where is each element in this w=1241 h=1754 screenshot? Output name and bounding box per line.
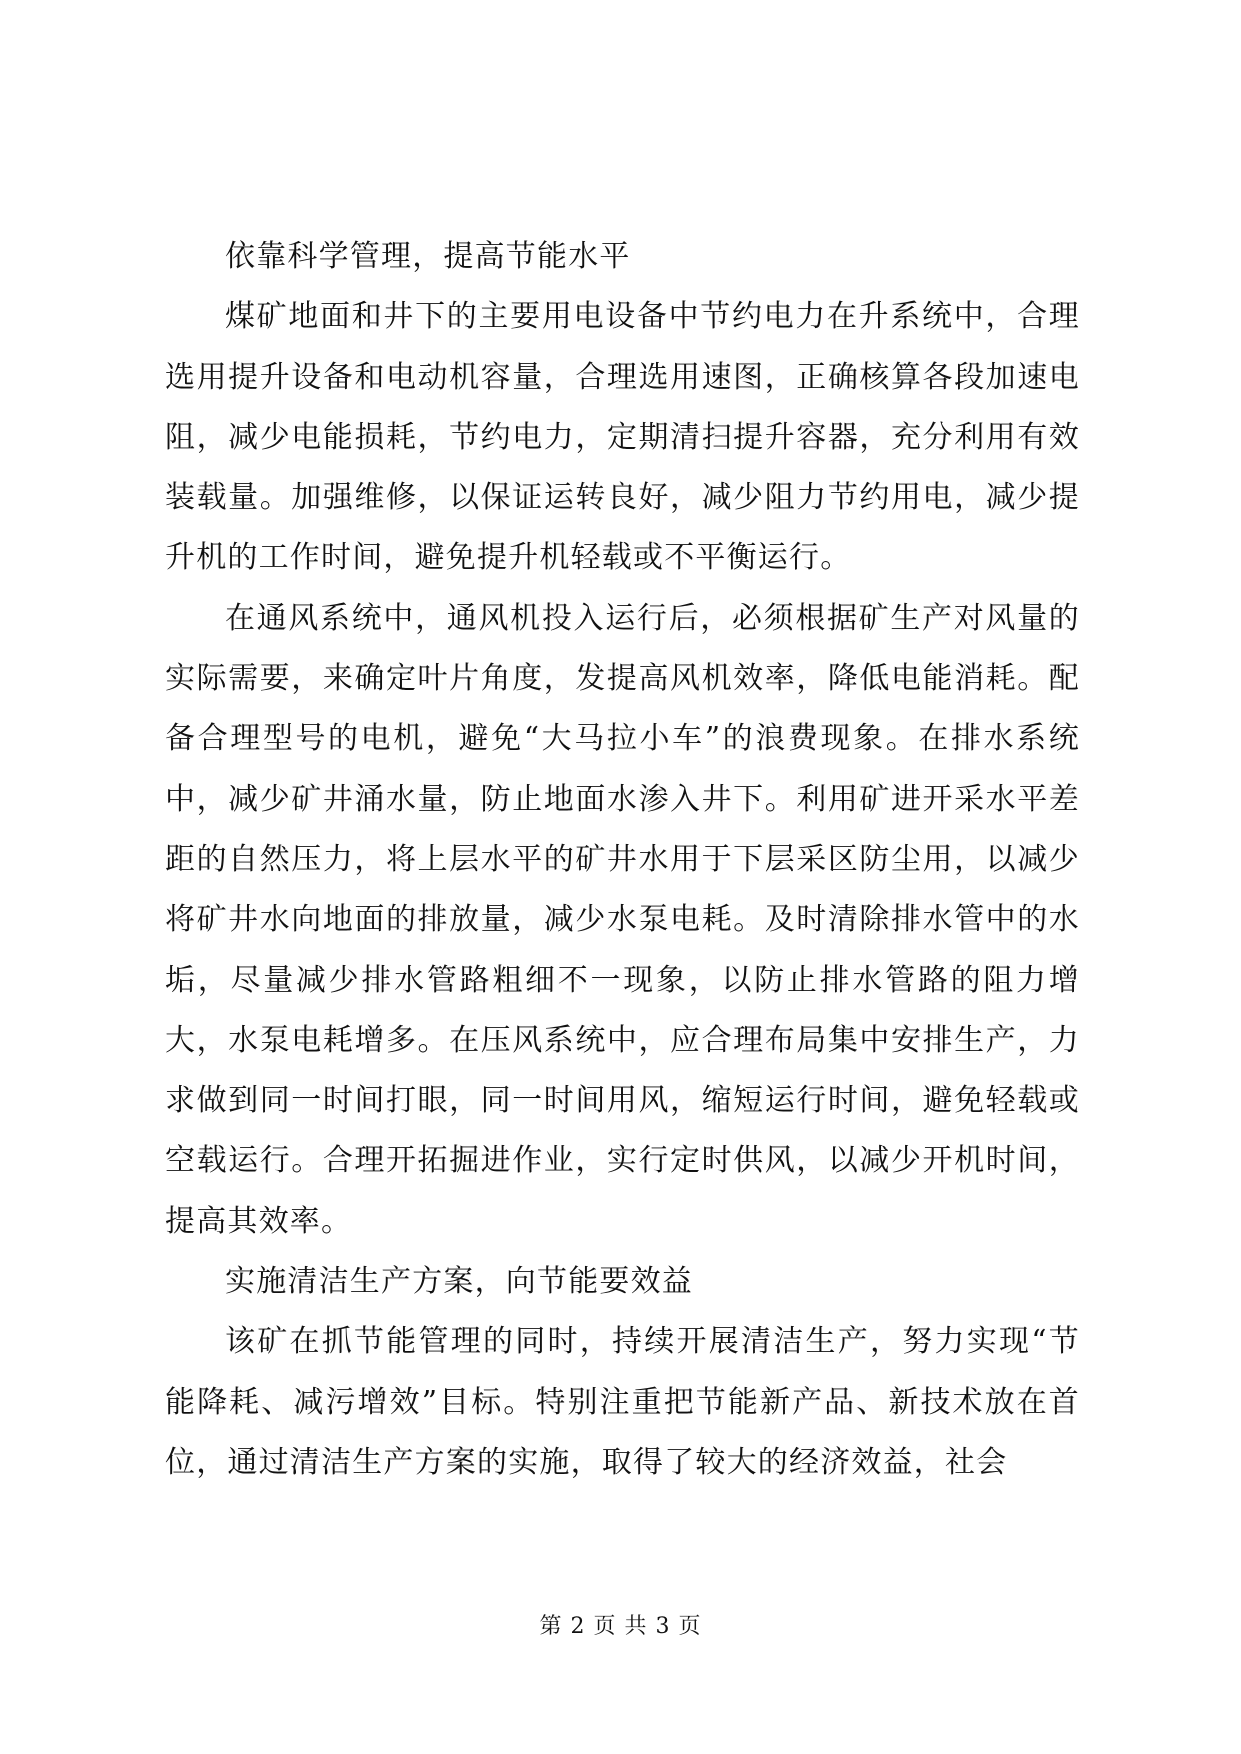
section-heading-clean-production: 实施清洁生产方案，向节能要效益 <box>225 1264 693 1300</box>
page-footer: 第 2 页 共 3 页 <box>539 1614 702 1639</box>
paragraph-hoist-system: 煤矿地面和井下的主要用电设备中节约电力在升系统中，合理选用提升设备和电动机容量，合理选用速图，正确核算各段加速电阻，减少电能损耗，节约电力，定期清扫提升容器，充分利用有效装载量。加强维修，以保证运转良好，减少阻力节约用电，减少提升机的工作时间，避免提升机轻载或不平衡运行。 <box>165 299 1080 576</box>
paragraph-clean-production: 该矿在抓节能管理的同时，持续开展清洁生产，努力实现“节能降耗、减污增效”目标。特别注重把节能新产品、新技术放在首位，通过清洁生产方案的实施，取得了较大的经济效益，社会 <box>165 1324 1080 1480</box>
document-body <box>165 227 1080 1493</box>
paragraph-ventilation-drainage-air: 在通风系统中，通风机投入运行后，必须根据矿生产对风量的实际需要，来确定叶片角度，发提高风机效率，降低电能消耗。配备合理型号的电机，避免“大马拉小车”的浪费现象。在排水系统中，减少矿井涌水量，防止地面水渗入井下。利用矿进开采水平差距的自然压力，将上层水平的矿井水用于下层采区防尘用，以减少将矿井水向地面的排放量，减少水泵电耗。及时清除排水管中的水垢，尽量减少排水管路粗细不一现象，以防止排水管路的阻力增大，水泵电耗增多。在压风系统中，应合理布局集中安排生产，力求做到同一时间打眼，同一时间用风，缩短运行时间，避免轻载或空载运行。合理开拓掘进作业，实行定时供风，以减少开机时间，提高其效率。 <box>165 600 1080 1239</box>
section-heading-management: 依靠科学管理，提高节能水平 <box>225 239 631 274</box>
